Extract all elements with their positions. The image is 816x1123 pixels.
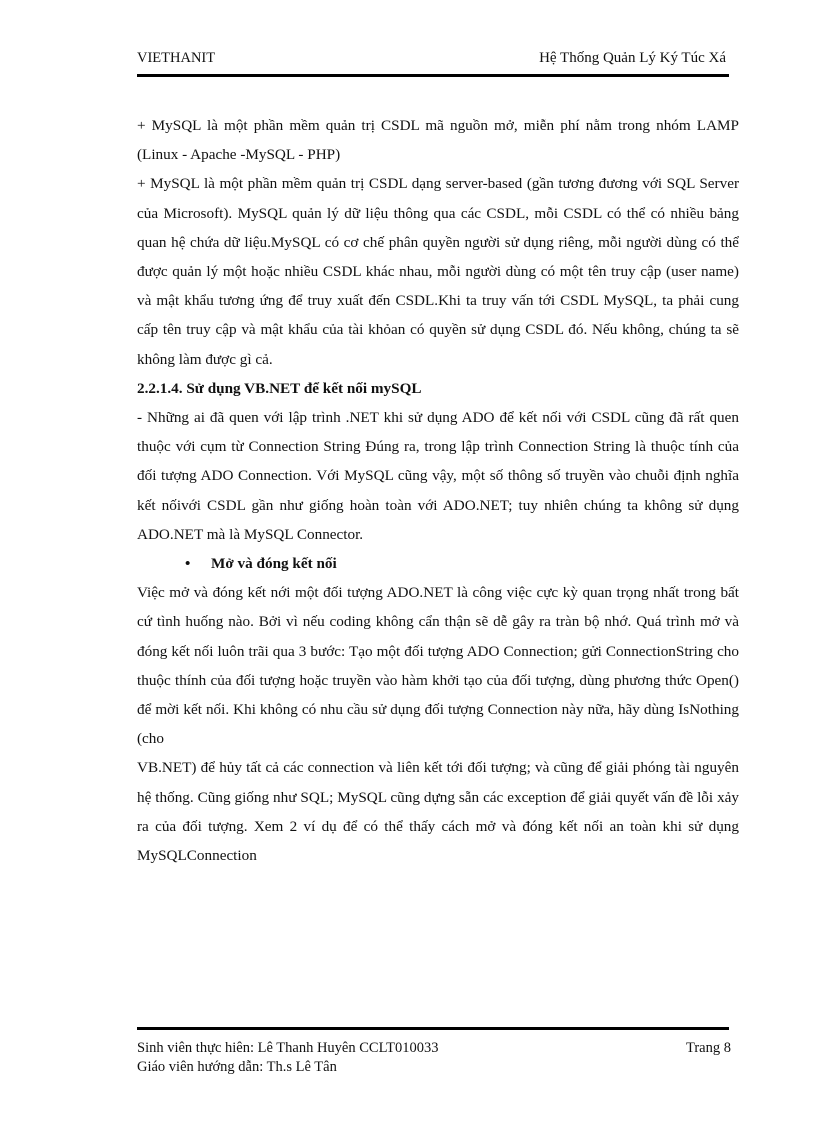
page-header [137,50,728,72]
document-body [137,111,739,870]
footer-teacher: Giáo viên hướng dẫn: Th.s Lê Tân [137,1059,337,1075]
paragraph-connection-string: - Những ai đã quen với lập trình .NET khi sử dụng ADO để kết nối với CSDL cũng đã rất quen thuộc với cụm từ Connection String Đúng ra, trong lập trình Connection String là thuộc tính của đối tượng ADO Connection. Với MySQL cũng vậy, một số thông số truyền vào chuỗi định nghĩa kết nốivới CSDL gần như giống hoàn toàn với ADO.NET; tuy nhiên chúng ta không sử dụng ADO.NET mà là MySQL Connector. [137,409,739,543]
footer-student: Sinh viên thực hiên: Lê Thanh Huyên CCLT010033 [137,1040,439,1056]
header-org: VIETHANIT [137,50,216,66]
paragraph-mysql-open-source: + MySQL là một phần mềm quản trị CSDL mã nguồn mở, miễn phí nằm trong nhóm LAMP (Linux - Apache -MySQL - PHP) [137,117,739,164]
section-heading: 2.2.1.4. Sử dụng VB.NET để kết nối mySQL [137,379,422,397]
bullet-item [137,549,739,578]
bullet-icon: • [185,555,191,573]
header-title: Hệ Thống Quản Lý Ký Túc Xá [539,50,726,66]
paragraph-dispose-connection: VB.NET) để hủy tất cả các connection và liên kết tới đối tượng; và cũng để giải phóng tài nguyên hệ thống. Cũng giống như SQL; MySQL cũng dựng sẵn các exception để giải quyết vấn đề lỗi xảy ra của đối tượng. Xem 2 ví dụ để có thể thấy cách mở và đóng kết nối an toàn khi sử dụng MySQLConnection [137,759,739,865]
footer-divider [137,1027,729,1030]
header-divider [137,74,729,77]
paragraph-open-close-connection: Việc mở và đóng kết nới một đối tượng ADO.NET là công việc cực kỳ quan trọng nhất trong bất cứ tình huống nào. Bởi vì nếu coding không cẩn thận sẽ dễ gây ra tràn bộ nhớ. Quá trình mở và đóng kết nối luôn trãi qua 3 bước: Tạo một đối tượng ADO Connection; gửi ConnectionString cho thuộc thính của đối tượng hoặc truyền vào hàm khởi tạo của đối tượng, dùng phương thức Open() để mời kết nối. Khi không có nhu cầu sử dụng đối tượng Connection này nữa, hãy dùng IsNothing (cho [137,584,739,748]
page-footer [137,1039,731,1077]
bullet-label: Mở và đóng kết nối [211,555,337,573]
page-number: Trang 8 [686,1040,731,1056]
paragraph-mysql-server-based: + MySQL là một phần mềm quản trị CSDL dạng server-based (gần tương đương với SQL Server của Microsoft). MySQL quản lý dữ liệu thông qua các CSDL, mỗi CSDL có thể có nhiều bảng quan hệ chứa dữ liệu.MySQL có cơ chế phân quyền người sử dụng riêng, mỗi người dùng có thể được quản lý một hoặc nhiều CSDL khác nhau, mỗi người dùng có một tên truy cập (user name) và mật khẩu tương ứng để truy xuất đến CSDL.Khi ta truy vấn tới CSDL MySQL, ta phải cung cấp tên truy cập và mật khẩu của tài khỏan có quyền sử dụng CSDL đó. Nếu không, chúng ta sẽ không làm được gì cả. [137,175,739,368]
